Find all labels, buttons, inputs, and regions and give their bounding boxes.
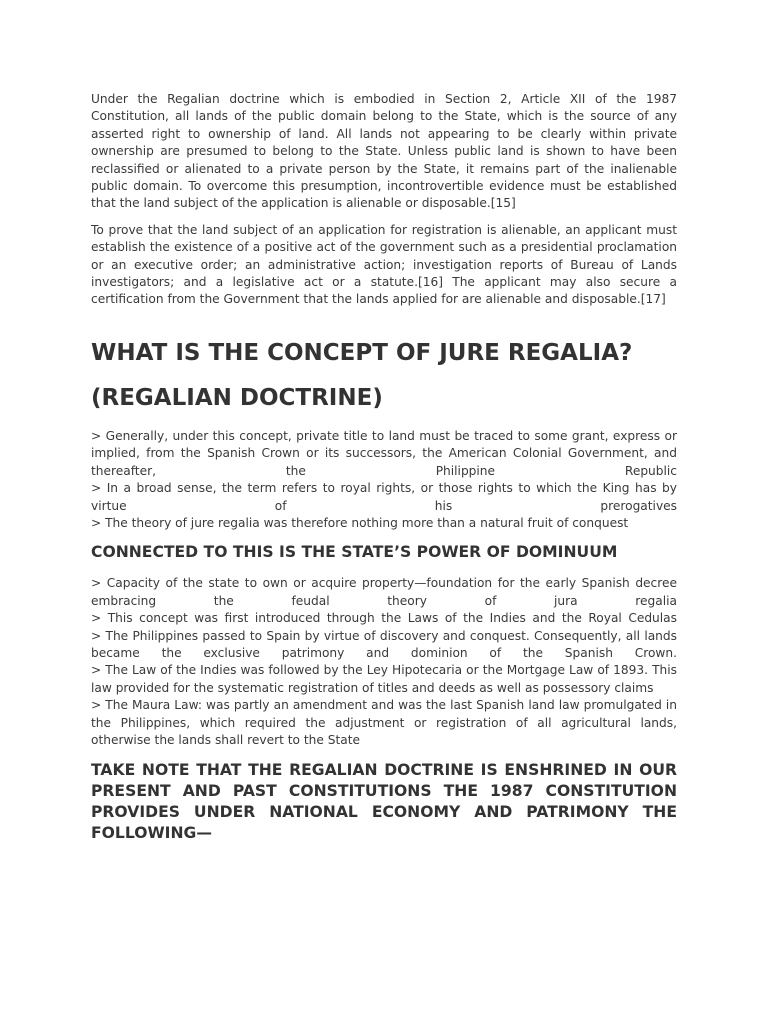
dominuum-bullet: > The Law of the Indies was followed by the Ley Hipotecaria or the Mortgage Law of 1893. This law provided for the systematic registration of titles and deeds as well as possessory claims [91,663,677,695]
dominuum-bullet: > The Maura Law: was partly an amendment and was the last Spanish land law promulgated in the Philippines, which required the adjustment or registration of all agricultural lands, otherwise the lands shall revert to the State [91,698,677,747]
document-page [91,91,677,856]
section-title-jure-regalia [91,331,677,421]
dominuum-bullet: > This concept was first introduced through the Laws of the Indies and the Royal Cedulas [91,611,677,626]
concept-bullet: > Generally, under this concept, private title to land must be traced to some grant, express or implied, from the Spanish Crown or its successors, the American Colonial Government, and thereafter, the Philippine Republic [91,428,677,478]
dominuum-heading: CONNECTED TO THIS IS THE STATE’S POWER OF DOMINUUM [91,543,618,562]
dominuum-bullet: > The Philippines passed to Spain by virtue of discovery and conquest. Consequently, all lands became the exclusive patrimony and dominion of the Spanish Crown. [91,628,677,660]
intro-paragraph-regalian-doctrine: Under the Regalian doctrine which is embodied in Section 2, Article XII of the 1987 Constitution, all lands of the public domain belong to the State, which is the source of any asserted right to ownership of land. All lands not appearing to be clearly within private ownership are presumed to belong to the State. Unless public land is shown to have been reclassified or alienated to a private person by the State, it remains part of the inalienable public domain. To overcome this presumption, incontrovertible evidence must be established that the land subject of the application is alienable or disposable.[15] [91,92,677,211]
concept-bullet: > The theory of jure regalia was therefore nothing more than a natural fruit of conquest [91,515,629,530]
dominuum-bullet: > Capacity of the state to own or acquire property—foundation for the early Spanish decree embracing the feudal theory of jura regalia [91,576,677,608]
note-heading: TAKE NOTE THAT THE REGALIAN DOCTRINE IS ENSHRINED IN OUR PRESENT AND PAST CONSTITUTIONS THE 1987 CONSTITUTION PROVIDES UNDER NATIONAL ECONOMY AND PATRIMONY THE FOLLOWING— [91,761,677,843]
section-title-line-2: (REGALIAN DOCTRINE) [91,384,383,411]
concept-bullet-list [91,428,677,532]
concept-bullet: > In a broad sense, the term refers to royal rights, or those rights to which the King has by virtue of his prerogatives [91,481,677,513]
dominuum-bullet-list [91,575,677,749]
section-title-line-1: WHAT IS THE CONCEPT OF JURE REGALIA? [91,339,633,366]
intro-paragraph-proof-of-alienability: To prove that the land subject of an application for registration is alienable, an applicant must establish the existence of a positive act of the government such as a presidential proclamation or an executive order; an administrative action; investigation reports of Bureau of Lands investigators; and a legislative act or a statute.[16] The applicant may also secure a certification from the Government that the lands applied for are alienable and disposable.[17] [91,222,677,307]
